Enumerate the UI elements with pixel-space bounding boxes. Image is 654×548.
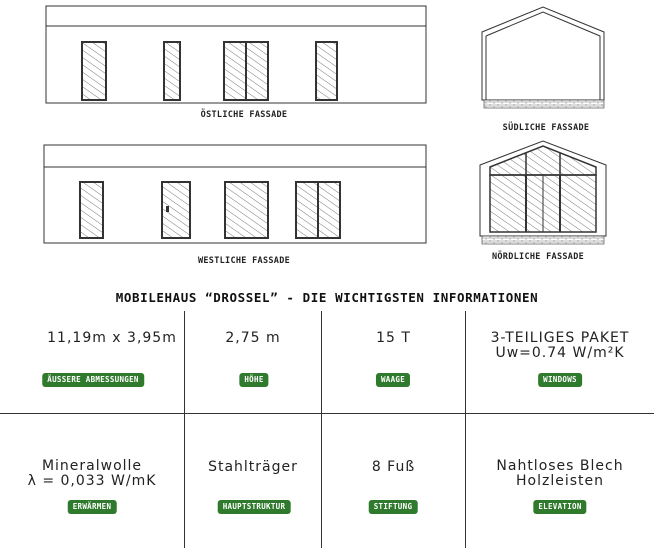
spec-badge: WINDOWS (538, 373, 582, 387)
spec-badge: HAUPTSTRUKTUR (218, 500, 291, 514)
east-facade-drawing (46, 6, 426, 103)
spec-cell (0, 459, 184, 489)
spec-cell (322, 460, 465, 475)
east-door (224, 42, 268, 100)
spec-badge: ERWÄRMEN (68, 500, 117, 514)
west-door (162, 182, 190, 238)
spec-cell (185, 460, 321, 475)
spec-badge: HÖHE (239, 373, 268, 387)
spec-value: 3-TEILIGES PAKET Uw=0.74 W/m²K (490, 330, 630, 361)
info-title: MOBILEHAUS “DROSSEL” - DIE WICHTIGSTEN INFORMATIONEN (115, 290, 539, 305)
spec-cell (185, 331, 321, 346)
grid-divider-v2 (321, 311, 322, 548)
east-window-1 (82, 42, 106, 100)
spec-value: Stahlträger (208, 459, 298, 475)
south-facade-drawing (482, 7, 604, 108)
spec-badge: STIFTUNG (369, 500, 418, 514)
spec-badge: ELEVATION (533, 500, 586, 514)
west-window-1 (80, 182, 103, 238)
spec-value: 2,75 m (225, 330, 281, 346)
spec-badge: WAAGE (376, 373, 410, 387)
spec-value: Mineralwolle λ = 0,033 W/mK (27, 458, 157, 489)
north-facade-drawing (480, 141, 606, 244)
west-window-3 (296, 182, 340, 238)
west-window-2 (225, 182, 268, 238)
east-facade-label: ÖSTLICHE FASSADE (200, 110, 288, 120)
spec-cell (466, 331, 654, 361)
east-window-2 (164, 42, 180, 100)
spec-cell (466, 459, 654, 489)
spec-cell (322, 331, 465, 346)
spec-value: Nahtloses Blech Holzleisten (496, 458, 624, 489)
spec-value: 15 T (376, 330, 411, 346)
spec-value: 11,19m x 3,95m (47, 330, 177, 346)
south-facade-label: SÜDLICHE FASSADE (502, 123, 590, 133)
west-facade-label: WESTLICHE FASSADE (197, 256, 291, 266)
west-facade-drawing (44, 145, 426, 243)
north-facade-label: NÖRDLICHE FASSADE (491, 252, 585, 262)
grid-divider-h (0, 413, 654, 414)
east-window-3 (316, 42, 337, 100)
spec-value: 8 Fuß (371, 459, 416, 475)
spec-badge: ÄUSSERE ABMESSUNGEN (42, 373, 144, 387)
grid-divider-v1 (184, 311, 185, 548)
